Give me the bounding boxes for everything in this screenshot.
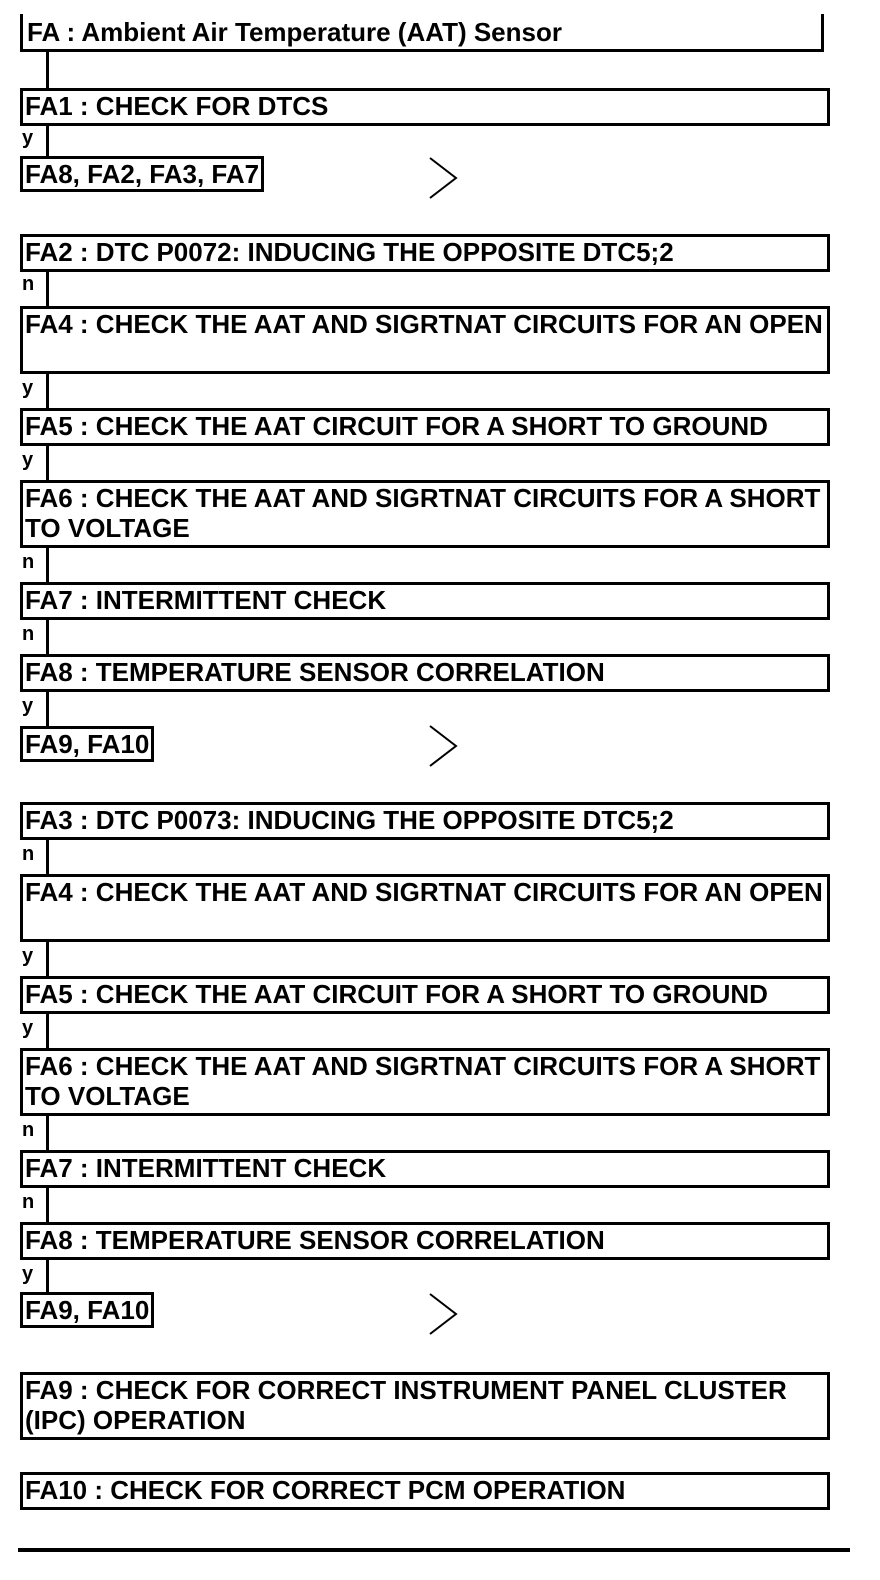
step-fa7[interactable]: [20, 582, 830, 620]
connector-line: [46, 618, 49, 654]
step-fa5-label: FA5 : CHECK THE AAT CIRCUIT FOR A SHORT TO GROUND: [25, 979, 768, 1009]
step-fa4[interactable]: [20, 874, 830, 942]
ref-box-label: FA8, FA2, FA3, FA7: [25, 159, 260, 189]
connector-line: [46, 546, 49, 582]
ref-box[interactable]: [20, 1292, 154, 1328]
branch-label: n: [22, 623, 35, 645]
step-fa5-label: FA5 : CHECK THE AAT CIRCUIT FOR A SHORT TO GROUND: [25, 411, 768, 441]
connector-line: [46, 52, 49, 88]
branch-label: y: [22, 377, 34, 399]
branch-label: n: [22, 273, 35, 295]
step-fa6[interactable]: [20, 480, 830, 548]
connector-line: [46, 1114, 49, 1150]
ref-box-label: FA9, FA10: [25, 729, 150, 759]
chevron-right-icon: [426, 154, 466, 202]
step-fa4-label: FA4 : CHECK THE AAT AND SIGRTNAT CIRCUITS FOR AN OPEN: [25, 309, 823, 339]
branch-label: y: [22, 127, 34, 149]
step-fa10-label: FA10 : CHECK FOR CORRECT PCM OPERATION: [25, 1475, 626, 1505]
step-fa1[interactable]: [20, 88, 830, 126]
step-fa3[interactable]: [20, 802, 830, 840]
connector-line: [46, 838, 49, 874]
branch-label: y: [22, 1263, 34, 1285]
connector-line: [46, 940, 49, 976]
step-fa6-label: FA6 : CHECK THE AAT AND SIGRTNAT CIRCUITS FOR A SHORT TO VOLTAGE: [25, 1051, 821, 1111]
chevron-right-icon: [426, 722, 466, 770]
connector-line: [46, 1012, 49, 1048]
ref-box[interactable]: [20, 156, 264, 192]
connector-line: [46, 270, 49, 306]
step-fa2[interactable]: [20, 234, 830, 272]
step-fa8-label: FA8 : TEMPERATURE SENSOR CORRELATION: [25, 1225, 605, 1255]
step-fa6-label: FA6 : CHECK THE AAT AND SIGRTNAT CIRCUITS FOR A SHORT TO VOLTAGE: [25, 483, 821, 543]
step-fa5[interactable]: [20, 408, 830, 446]
connector-line: [46, 372, 49, 408]
step-fa8[interactable]: [20, 1222, 830, 1260]
ref-box[interactable]: [20, 726, 154, 762]
connector-line: [46, 444, 49, 480]
step-fa7[interactable]: [20, 1150, 830, 1188]
connector-line: [46, 690, 49, 726]
chevron-right-icon: [426, 1290, 466, 1338]
branch-label: n: [22, 1119, 35, 1141]
step-fa3-label: FA3 : DTC P0073: INDUCING THE OPPOSITE DTC5;2: [25, 805, 674, 835]
ref-box-label: FA9, FA10: [25, 1295, 150, 1325]
branch-label: n: [22, 843, 35, 865]
branch-label: y: [22, 945, 34, 967]
step-fa8-label: FA8 : TEMPERATURE SENSOR CORRELATION: [25, 657, 605, 687]
connector-line: [46, 1258, 49, 1294]
step-fa6[interactable]: [20, 1048, 830, 1116]
branch-label: y: [22, 449, 34, 471]
step-fa7-label: FA7 : INTERMITTENT CHECK: [25, 1153, 387, 1183]
branch-label: n: [22, 551, 35, 573]
step-fa10[interactable]: [20, 1472, 830, 1510]
connector-line: [46, 1186, 49, 1222]
step-fa2-label: FA2 : DTC P0072: INDUCING THE OPPOSITE DTC5;2: [25, 237, 674, 267]
step-fa4[interactable]: [20, 306, 830, 374]
step-fa1-label: FA1 : CHECK FOR DTCS: [25, 91, 329, 121]
connector-line: [46, 124, 49, 156]
step-fa5[interactable]: [20, 976, 830, 1014]
step-fa4-label: FA4 : CHECK THE AAT AND SIGRTNAT CIRCUITS FOR AN OPEN: [25, 877, 823, 907]
step-fa7-label: FA7 : INTERMITTENT CHECK: [25, 585, 387, 615]
step-fa9-label: FA9 : CHECK FOR CORRECT INSTRUMENT PANEL CLUSTER (IPC) OPERATION: [25, 1375, 787, 1435]
step-fa9[interactable]: [20, 1372, 830, 1440]
flowchart-title: FA : Ambient Air Temperature (AAT) Sensor: [20, 14, 824, 52]
step-fa8[interactable]: [20, 654, 830, 692]
bottom-rule: [18, 1548, 850, 1552]
branch-label: n: [22, 1191, 35, 1213]
branch-label: y: [22, 695, 34, 717]
branch-label: y: [22, 1017, 34, 1039]
